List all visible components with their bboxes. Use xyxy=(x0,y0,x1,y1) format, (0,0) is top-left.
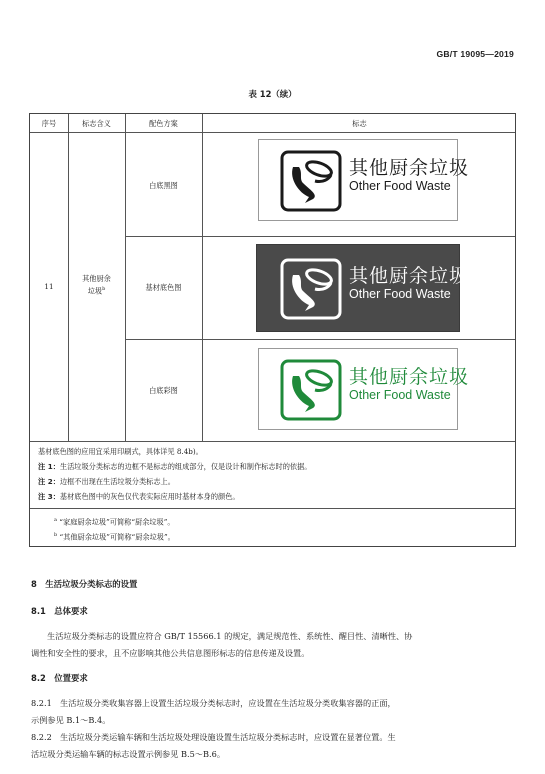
footnote-mark: a xyxy=(54,517,57,523)
col-header-meaning: 标志含义 xyxy=(82,119,111,128)
footnote-text: “其他厨余垃圾”可简称“厨余垃圾”。 xyxy=(59,532,175,542)
standard-number: GB/T 19095—2019 xyxy=(436,49,514,59)
scheme-white-black: 白底黑图 xyxy=(149,181,178,190)
para-line: 生活垃圾分类标志的设置应符合 GB/T 15566.1 的规定，满足规范性、系统性、醒目性、清晰性、协 xyxy=(47,631,413,641)
sign-cn-label: 其他厨余垃圾 xyxy=(349,157,470,179)
col-header-number: 序号 xyxy=(41,119,57,128)
row-number: 11 xyxy=(44,282,54,291)
food-waste-icon xyxy=(279,358,343,422)
sign-cn-label: 其他厨余垃圾 xyxy=(349,366,470,388)
section-82-heading: 8.2 位置要求 xyxy=(31,673,88,683)
para-line: 活垃圾分类运输车辆的标志设置示例参见 B.5～B.6。 xyxy=(31,749,226,759)
footnote-text: “家庭厨余垃圾”可简称“厨余垃圾”。 xyxy=(59,517,175,527)
note-label: 注 3： xyxy=(38,492,60,501)
food-waste-icon xyxy=(279,149,343,213)
sign-table xyxy=(29,113,516,547)
food-waste-icon xyxy=(279,257,343,321)
note-text: 基材底色图中的灰色仅代表实际应用时基材本身的颜色。 xyxy=(59,492,240,501)
sign-white-color xyxy=(258,348,470,430)
para-line: 调性和安全性的要求，且不应影响其他公共信息图形标志的信息传递及设置。 xyxy=(31,648,310,658)
note-base xyxy=(38,447,203,457)
row-divider-1 xyxy=(125,236,515,237)
header-divider xyxy=(30,132,515,133)
para-line: 示例参见 B.1～B.4。 xyxy=(31,715,111,725)
scheme-white-color: 白底彩图 xyxy=(149,386,178,395)
col-header-scheme: 配色方案 xyxy=(149,119,178,128)
table-caption: 表 12（续） xyxy=(248,89,297,99)
notes-divider xyxy=(30,441,515,442)
meaning-line-2-text: 垃圾 xyxy=(87,286,103,296)
section-81-text xyxy=(31,628,517,662)
sign-base-color xyxy=(256,244,470,332)
note-2 xyxy=(38,477,175,487)
meaning-footnote-mark: b xyxy=(102,286,106,292)
meaning-line-1: 其他厨余 xyxy=(82,274,111,283)
section-822-text xyxy=(31,729,517,763)
note-3 xyxy=(38,492,240,502)
note-text: 边框不出现在生活垃圾分类标志上。 xyxy=(59,477,175,486)
note-label: 注 2： xyxy=(38,477,60,486)
scheme-base-color: 基材底色图 xyxy=(145,283,182,292)
note-text: 生活垃圾分类标志的边框不是标志的组成部分，仅是设计和制作标志时的依据。 xyxy=(59,462,312,471)
col-divider-3 xyxy=(202,114,203,441)
meaning-line-2 xyxy=(68,284,125,296)
section-81-heading: 8.1 总体要求 xyxy=(31,606,88,616)
sign-en-label: Other Food Waste xyxy=(349,179,451,193)
sign-en-label: Other Food Waste xyxy=(349,388,451,402)
section-8-heading: 8 生活垃圾分类标志的设置 xyxy=(31,579,138,589)
note-1 xyxy=(38,462,311,472)
para-line: 8.2.1 生活垃圾分类收集容器上设置生活垃圾分类标志时，应设置在生活垃圾分类收集容器的正面， xyxy=(31,698,396,708)
footnotes-divider xyxy=(30,508,515,509)
footnote-mark: b xyxy=(54,532,58,538)
col-header-sign: 标志 xyxy=(352,119,367,128)
sign-white-black xyxy=(258,139,470,221)
note-label: 注 1： xyxy=(38,462,60,471)
footnote-b xyxy=(54,530,175,542)
para-line: 8.2.2 生活垃圾分类运输车辆和生活垃圾处理设施设置生活垃圾分类标志时，应设置在显著位置。生 xyxy=(31,732,396,742)
sign-en-label: Other Food Waste xyxy=(349,287,451,301)
footnote-a xyxy=(54,515,175,527)
sign-cn-label: 其他厨余垃圾 xyxy=(349,265,470,287)
row-divider-2 xyxy=(125,339,515,340)
section-821-text xyxy=(31,695,517,729)
row-meaning xyxy=(68,273,125,296)
note-text: 基材底色图的应用宜采用印刷式，具体详见 8.4b)。 xyxy=(38,447,203,456)
